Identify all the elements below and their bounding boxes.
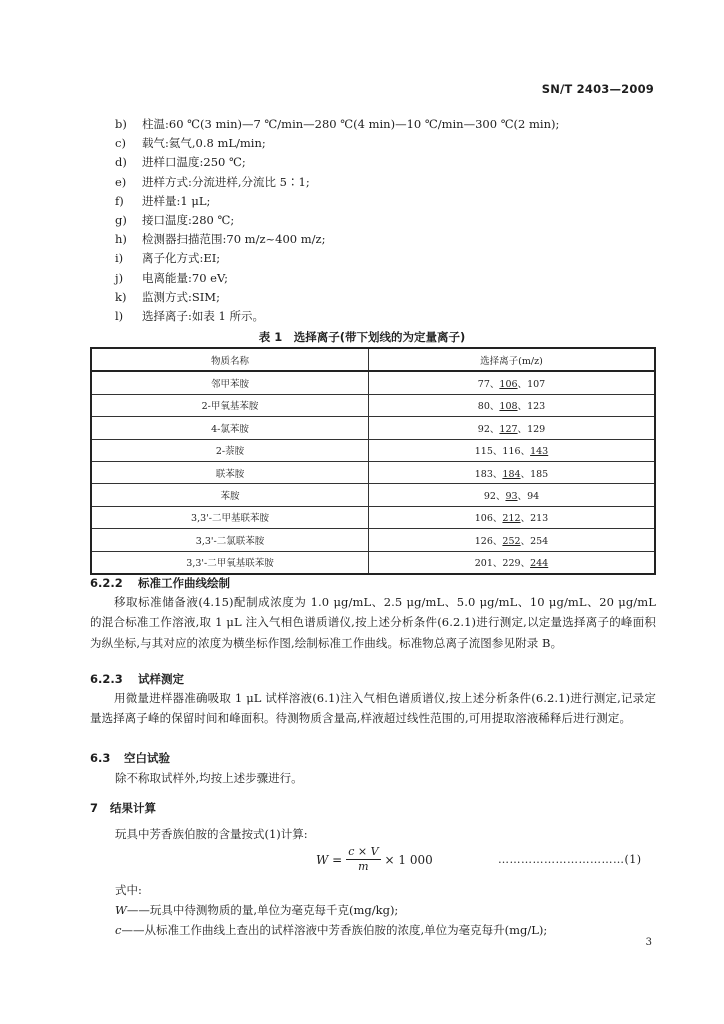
selected-ions-cell: 183、184、185 [369,461,656,483]
section-6-3-paragraph: 除不称取试样外,均按上述步骤进行。 [115,771,303,785]
section-6-2-3-paragraph: 用微量进样器准确吸取 1 μL 试样溶液(6.1)注入气相色谱质谱仪,按上述分析条件(6.2.1)进行测定,记录定量选择离子峰的保留时间和峰面积。待测物质含量高,样液超过线性范围的,可用提取溶液稀释后进行测定。 [90,691,656,726]
column-header-ions: 选择离子(m/z) [369,348,656,371]
substance-name-cell: 4-氯苯胺 [91,417,369,439]
where-label: 式中: [115,883,142,897]
table-row [91,417,655,439]
list-item [115,230,559,249]
substance-name-cell: 邻甲苯胺 [91,371,369,394]
definition-symbol: c [115,923,122,937]
qualifier-ion: 107 [527,379,546,391]
qualifier-ion: 123 [527,401,546,413]
list-item [115,211,559,230]
quantitative-ion: 108 [499,401,518,413]
definition-text: ——从标准工作曲线上查出的试样溶液中芳香族伯胺的浓度,单位为毫克每升(mg/L); [121,923,548,937]
item-label: i) [115,251,124,266]
item-label: b) [115,117,127,131]
section-number: 7 [90,801,99,815]
qualifier-ion: 126 [474,535,493,547]
section-number: 6.3 [90,751,111,765]
selected-ions-cell: 77、106、107 [369,371,656,394]
table-row [91,529,655,551]
substance-name-cell: 苯胺 [91,484,369,506]
quantitative-ion: 252 [502,535,521,547]
table-row [91,461,655,483]
item-label: e) [115,174,127,189]
selected-ions-cell: 115、116、143 [369,439,656,461]
standard-number: SN/T 2403—2009 [541,82,654,96]
section-6-3-heading [90,750,170,766]
list-item [115,115,559,134]
formula-factor: × 1 000 [384,852,433,867]
item-text: 检测器扫描范围:70 m/z~400 m/z; [142,232,326,247]
item-label: h) [115,232,127,247]
qualifier-ion: 92 [477,423,490,435]
qualifier-ion: 92 [483,491,496,503]
qualifier-ion: 94 [527,491,540,503]
table-row [91,551,655,574]
qualifier-ion: 185 [530,468,549,480]
substance-name-cell: 3,3'-二氯联苯胺 [91,529,369,551]
selected-ions-cell: 201、229、244 [369,551,656,574]
item-text: 电离能量:70 eV; [142,270,228,285]
item-text: 进样口温度:250 ℃; [142,155,246,170]
definition-symbol: W [115,903,127,917]
section-6-2-2-paragraph: 移取标准储备液(4.15)配制成浓度为 1.0 μg/mL、2.5 μg/mL、5.0 μg/mL、10 μg/mL、20 μg/mL 的混合标准工作溶液,取 1 μL 注入气相色谱质谱仪,按上述分析条件(6.2.1)进行测定,以定量选择离子的峰面积为纵坐标,与其对应的浓度为横坐标作图,绘制标准工作曲线。标准物总离子流图参见附录 B。 [90,595,656,650]
item-text: 进样方式:分流进样,分流比 5∶1; [142,174,310,189]
item-label: d) [115,155,127,170]
qualifier-ion: 116 [502,446,521,458]
item-label: k) [115,289,127,304]
list-item [115,173,559,192]
quantitative-ion: 143 [530,446,549,458]
substance-name-cell: 3,3'-二甲基联苯胺 [91,506,369,528]
section-7-intro: 玩具中芳香族伯胺的含量按式(1)计算: [115,827,308,841]
column-header-substance: 物质名称 [91,348,369,371]
quantitative-ion: 212 [502,513,521,525]
list-item [115,134,559,153]
qualifier-ion: 115 [474,446,493,458]
table-caption: 表 1 选择离子(带下划线的为定量离子) [258,330,466,344]
table-header-row [91,348,655,371]
list-item [115,153,559,172]
section-7-heading [90,800,156,816]
section-number: 6.2.3 [90,672,123,686]
item-label: l) [115,308,124,323]
instrument-conditions-list [115,115,559,326]
section-6-2-2-heading [90,575,230,591]
selected-ions-cell: 80、108、123 [369,394,656,416]
selected-ions-table [90,347,656,575]
quantitative-ion: 93 [505,491,518,503]
table-row [91,484,655,506]
list-item [115,288,559,307]
formula-numerator: c × V [348,845,379,858]
qualifier-ion: 106 [474,513,493,525]
substance-name-cell: 2-萘胺 [91,439,369,461]
item-text: 接口温度:280 ℃; [142,212,235,227]
equation-number: ……………………………(1) [498,853,642,866]
quantitative-ion: 184 [502,468,521,480]
selected-ions-cell: 126、252、254 [369,529,656,551]
qualifier-ion: 129 [527,423,546,435]
list-item [115,269,559,288]
item-text: 选择离子:如表 1 所示。 [142,308,265,323]
substance-name-cell: 3,3'-二甲氧基联苯胺 [91,551,369,574]
substance-name-cell: 联苯胺 [91,461,369,483]
table-row [91,439,655,461]
item-text: 柱温:60 ℃(3 min)—7 ℃/min—280 ℃(4 min)—10 ℃/min—300 ℃(2 min); [142,117,560,131]
qualifier-ion: 213 [530,513,549,525]
qualifier-ion: 77 [477,379,490,391]
formula-lhs: W = [316,852,343,867]
definition-c [115,922,547,938]
qualifier-ion: 201 [474,558,493,570]
quantitative-ion: 106 [499,379,518,391]
item-label: f) [115,193,124,208]
item-text: 进样量:1 μL; [142,193,211,208]
selected-ions-cell: 106、212、213 [369,506,656,528]
section-6-2-3-heading [90,671,184,687]
page-number: 3 [645,937,652,948]
selected-ions-cell: 92、93、94 [369,484,656,506]
substance-name-cell: 2-甲氧基苯胺 [91,394,369,416]
section-number: 6.2.2 [90,576,123,590]
qualifier-ion: 254 [530,535,549,547]
formula-1 [316,845,433,874]
formula-fraction [346,845,380,874]
section-title: 试样测定 [138,672,184,686]
section-title: 结果计算 [110,801,156,815]
qualifier-ion: 183 [474,468,493,480]
section-title: 标准工作曲线绘制 [138,576,230,590]
item-label: g) [115,212,127,227]
table-row [91,394,655,416]
section-title: 空白试验 [124,751,170,765]
item-text: 离子化方式:EI; [142,251,221,266]
table-row [91,371,655,394]
list-item [115,249,559,268]
item-text: 载气:氦气,0.8 mL/min; [142,136,266,151]
item-text: 监测方式:SIM; [142,289,220,304]
table-row [91,506,655,528]
list-item [115,307,559,326]
item-label: j) [115,270,124,285]
definition-w [115,902,398,918]
qualifier-ion: 229 [502,558,521,570]
formula-denominator: m [358,860,369,873]
quantitative-ion: 244 [530,558,549,570]
item-label: c) [115,136,126,151]
definition-text: ——玩具中待测物质的量,单位为毫克每千克(mg/kg); [126,903,399,917]
selected-ions-cell: 92、127、129 [369,417,656,439]
list-item [115,192,559,211]
qualifier-ion: 80 [477,401,490,413]
quantitative-ion: 127 [499,423,518,435]
